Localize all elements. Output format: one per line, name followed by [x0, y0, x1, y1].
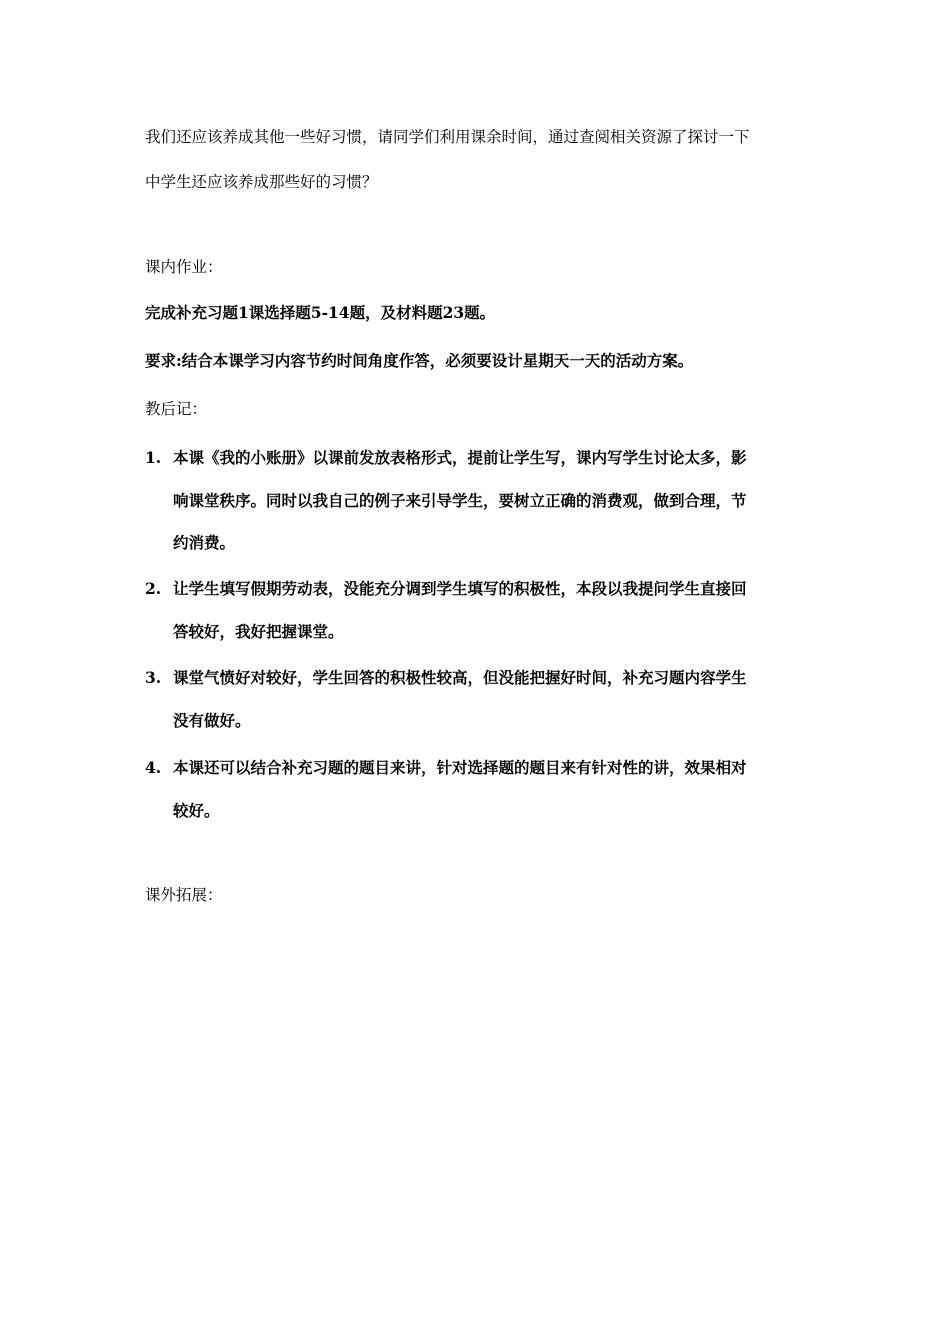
reflection-item-2-line-1: 让学生填写假期劳动表，没能充分调到学生填写的积极性，本段以我提问学生直接回 [173, 579, 747, 598]
reflection-item-3-line-1: 课堂气愤好对较好，学生回答的积极性较高，但没能把握好时间，补充习题内容学生 [173, 668, 747, 687]
reflection-item-4-number: 4. [145, 758, 162, 777]
reflection-item-2-number: 2. [145, 579, 162, 598]
homework-task: 完成补充习题1课选择题5-14题，及材料题23题。 [145, 303, 496, 322]
reflection-item-1-line-2: 响课堂秩序。同时以我自己的例子来引导学生，要树立正确的消费观，做到合理，节 [173, 491, 747, 510]
homework-requirement: 要求:结合本课学习内容节约时间角度作答，必须要设计星期天一天的活动方案。 [145, 351, 694, 370]
reflection-item-4-line-1: 本课还可以结合补充习题的题目来讲，针对选择题的题目来有针对性的讲，效果相对 [173, 758, 747, 777]
intro-line-1: 我们还应该养成其他一些好习惯，请同学们利用课余时间，通过查阅相关资源了探讨一下 [145, 128, 750, 146]
reflection-item-1-number: 1. [145, 448, 162, 467]
reflection-heading: 教后记： [145, 400, 208, 418]
reflection-item-4-line-2: 较好。 [173, 801, 220, 820]
extension-heading: 课外拓展： [145, 886, 223, 904]
reflection-item-3-line-2: 没有做好。 [173, 711, 251, 730]
reflection-item-1-line-3: 约消费。 [173, 533, 236, 552]
intro-line-2: 中学生还应该养成那些好的习惯？ [145, 173, 378, 191]
reflection-item-1-line-1: 本课《我的小账册》以课前发放表格形式，提前让学生写，课内写学生讨论太多，影 [173, 448, 747, 467]
reflection-item-2-line-2: 答较好，我好把握课堂。 [173, 622, 344, 641]
reflection-item-3-number: 3. [145, 668, 162, 687]
homework-heading: 课内作业： [145, 258, 223, 276]
